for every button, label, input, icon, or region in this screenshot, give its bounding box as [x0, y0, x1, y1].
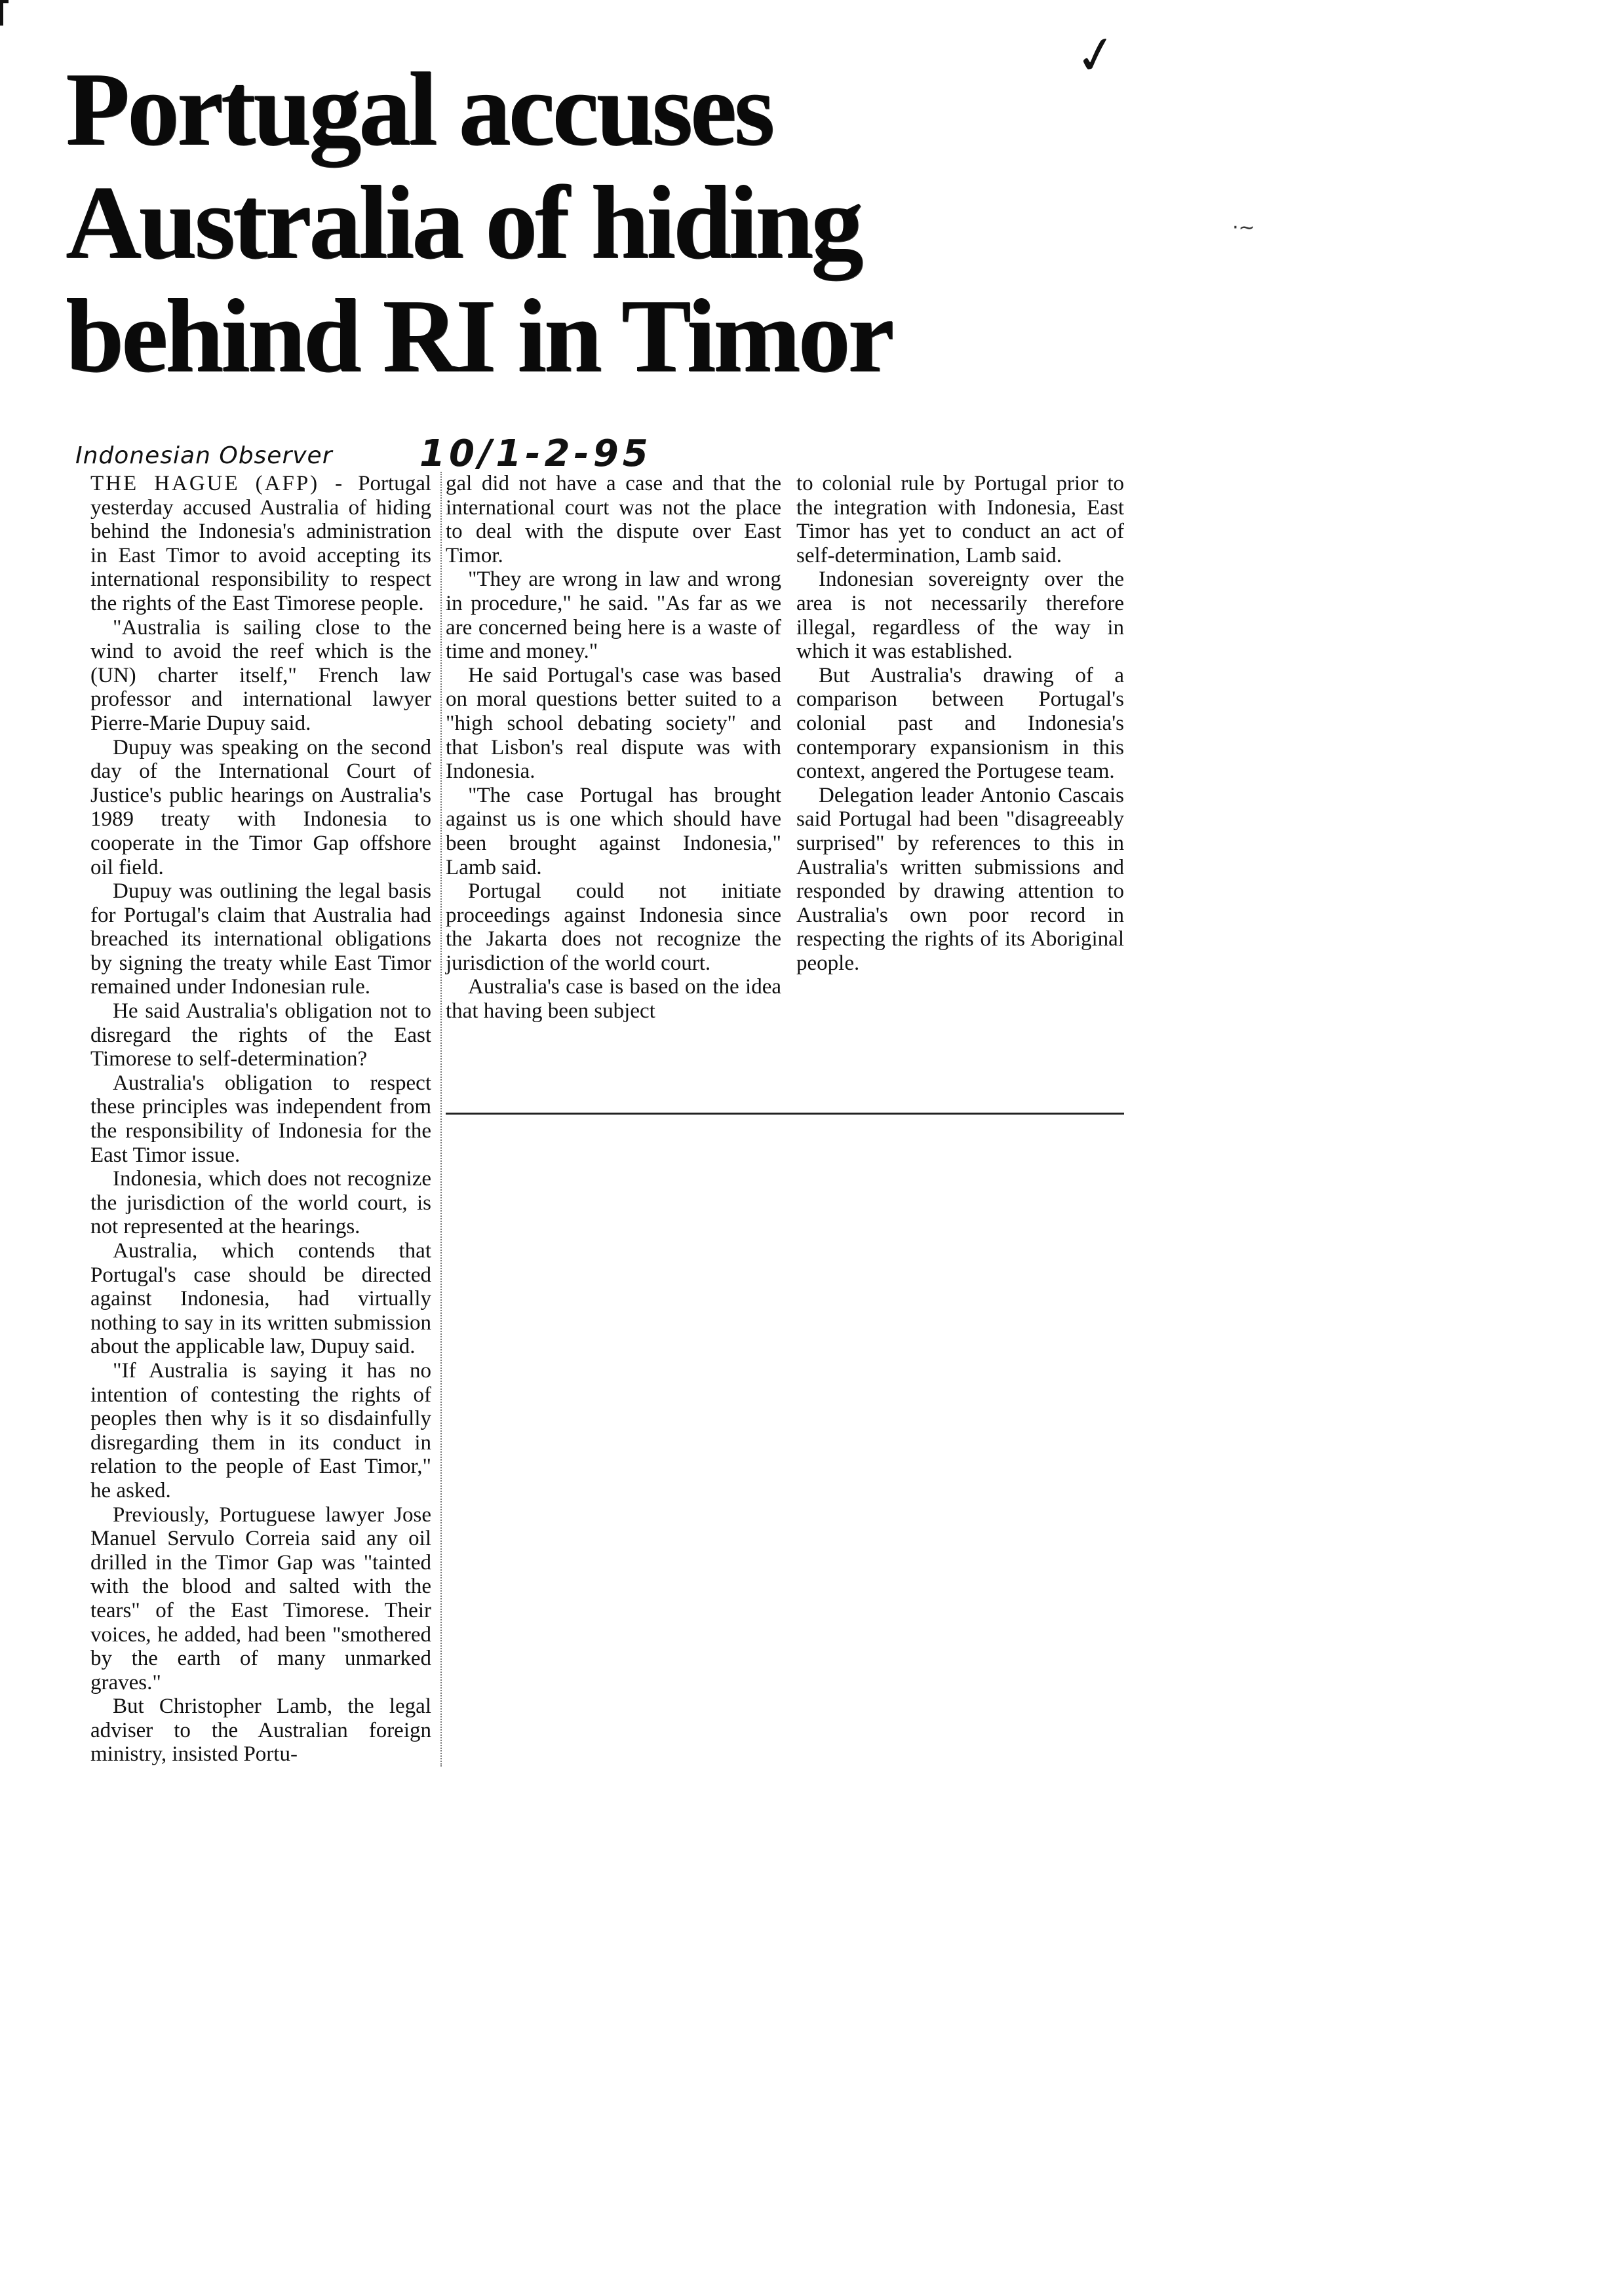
paragraph: Indonesia, which does not recognize the jurisdiction of the world court, is not represented at the hearings.	[90, 1167, 431, 1239]
paragraph: He said Australia's obligation not to disregard the rights of the East Timorese to self-determination?	[90, 999, 431, 1071]
paragraph: "The case Portugal has brought against us is one which should have been brought against Indonesia," Lamb said.	[446, 783, 781, 879]
paragraph: He said Portugal's case was based on moral questions better suited to a "high school debating society" and that Lisbon's real dispute was with Indonesia.	[446, 663, 781, 784]
article-column-1	[90, 472, 442, 1767]
paragraph: But Australia's drawing of a comparison between Portugal's colonial past and Indonesia's contemporary expansionism in this context, angered the Portugese team.	[796, 663, 1124, 784]
paragraph: Australia, which contends that Portugal's case should be directed against Indonesia, had virtually nothing to say in its written submission about the applicable law, Dupuy said.	[90, 1239, 431, 1359]
headline-line-2: Australia of hiding	[66, 164, 861, 280]
dateline: THE HAGUE (AFP) -	[90, 472, 345, 495]
headline	[66, 52, 1114, 392]
headline-line-1: Portugal accuses	[66, 50, 773, 167]
paragraph: Delegation leader Antonio Cascais said Portugal had been "disagreeably surprised" by references to this in Australia's written submissions and responded by drawing attention to Australia's own poor record in respecting the rights of its Aboriginal people.	[796, 783, 1124, 975]
paragraph: Portugal could not initiate proceedings against Indonesia since the Jakarta does not recognize the jurisdiction of the world court.	[446, 879, 781, 975]
paragraph: Australia's obligation to respect these principles was independent from the responsibility of Indonesia for the East Timor issue.	[90, 1071, 431, 1167]
paragraph: "Australia is sailing close to the wind to avoid the reef which is the (UN) charter itself," French law professor and international lawyer Pierre-Marie Dupuy said.	[90, 615, 431, 735]
paragraph: Indonesian sovereignty over the area is not necessarily therefore illegal, regardless of the way in which it was established.	[796, 567, 1124, 664]
paragraph: Portugal yesterday accused Australia of hiding behind the Indonesia's administration in East Timor to avoid accepting its international responsibility to respect the rights of the East Timorese people.	[90, 472, 432, 615]
paragraph: Dupuy was speaking on the second day of the International Court of Justice's public hearings on Australia's 1989 treaty with Indonesia to cooperate in the Timor Gap offshore oil field.	[90, 735, 431, 879]
dateline-paragraph	[90, 472, 431, 616]
paragraph: "If Australia is saying it has no intention of contesting the rights of peoples then why is it so disdainfully disregarding them in its conduct in relation to the people of East Timor," he asked.	[90, 1358, 431, 1502]
paragraph: Dupuy was outlining the legal basis for Portugal's claim that Australia had breached its international obligations by signing the treaty while East Timor remained under Indonesian rule.	[90, 879, 431, 999]
headline-line-3: behind RI in Timor	[66, 277, 892, 394]
paragraph: "They are wrong in law and wrong in procedure," he said. "As far as we are concerned being here is a waste of time and money."	[446, 567, 781, 664]
article-column-2	[446, 472, 781, 1024]
newspaper-clipping	[26, 13, 1134, 2136]
scan-edge-mark	[0, 0, 9, 26]
handwritten-date: 10/1-2-95	[419, 432, 652, 475]
handwritten-source: Indonesian Observer	[75, 442, 333, 469]
paragraph: to colonial rule by Portugal prior to the integration with Indonesia, East Timor has yet to conduct an act of self-determination, Lamb said.	[796, 472, 1124, 567]
paragraph: Previously, Portuguese lawyer Jose Manuel Servulo Correia said any oil drilled in the Timor Gap was "tainted with the blood and salted with the tears" of the East Timorese. Their voices, he added, had been "smothered by the earth of many unmarked graves."	[90, 1502, 431, 1694]
end-rule	[446, 1113, 1124, 1115]
paragraph: Australia's case is based on the idea that having been subject	[446, 975, 781, 1024]
paragraph: gal did not have a case and that the international court was not the place to deal with the dispute over East Timor.	[446, 472, 781, 567]
article-column-3	[796, 472, 1124, 975]
scan-speck: ⋅∼	[1232, 216, 1255, 239]
paragraph: But Christopher Lamb, the legal adviser to the Australian foreign ministry, insisted Portu-	[90, 1694, 431, 1767]
handwritten-check-mark: ✓	[1070, 23, 1123, 88]
